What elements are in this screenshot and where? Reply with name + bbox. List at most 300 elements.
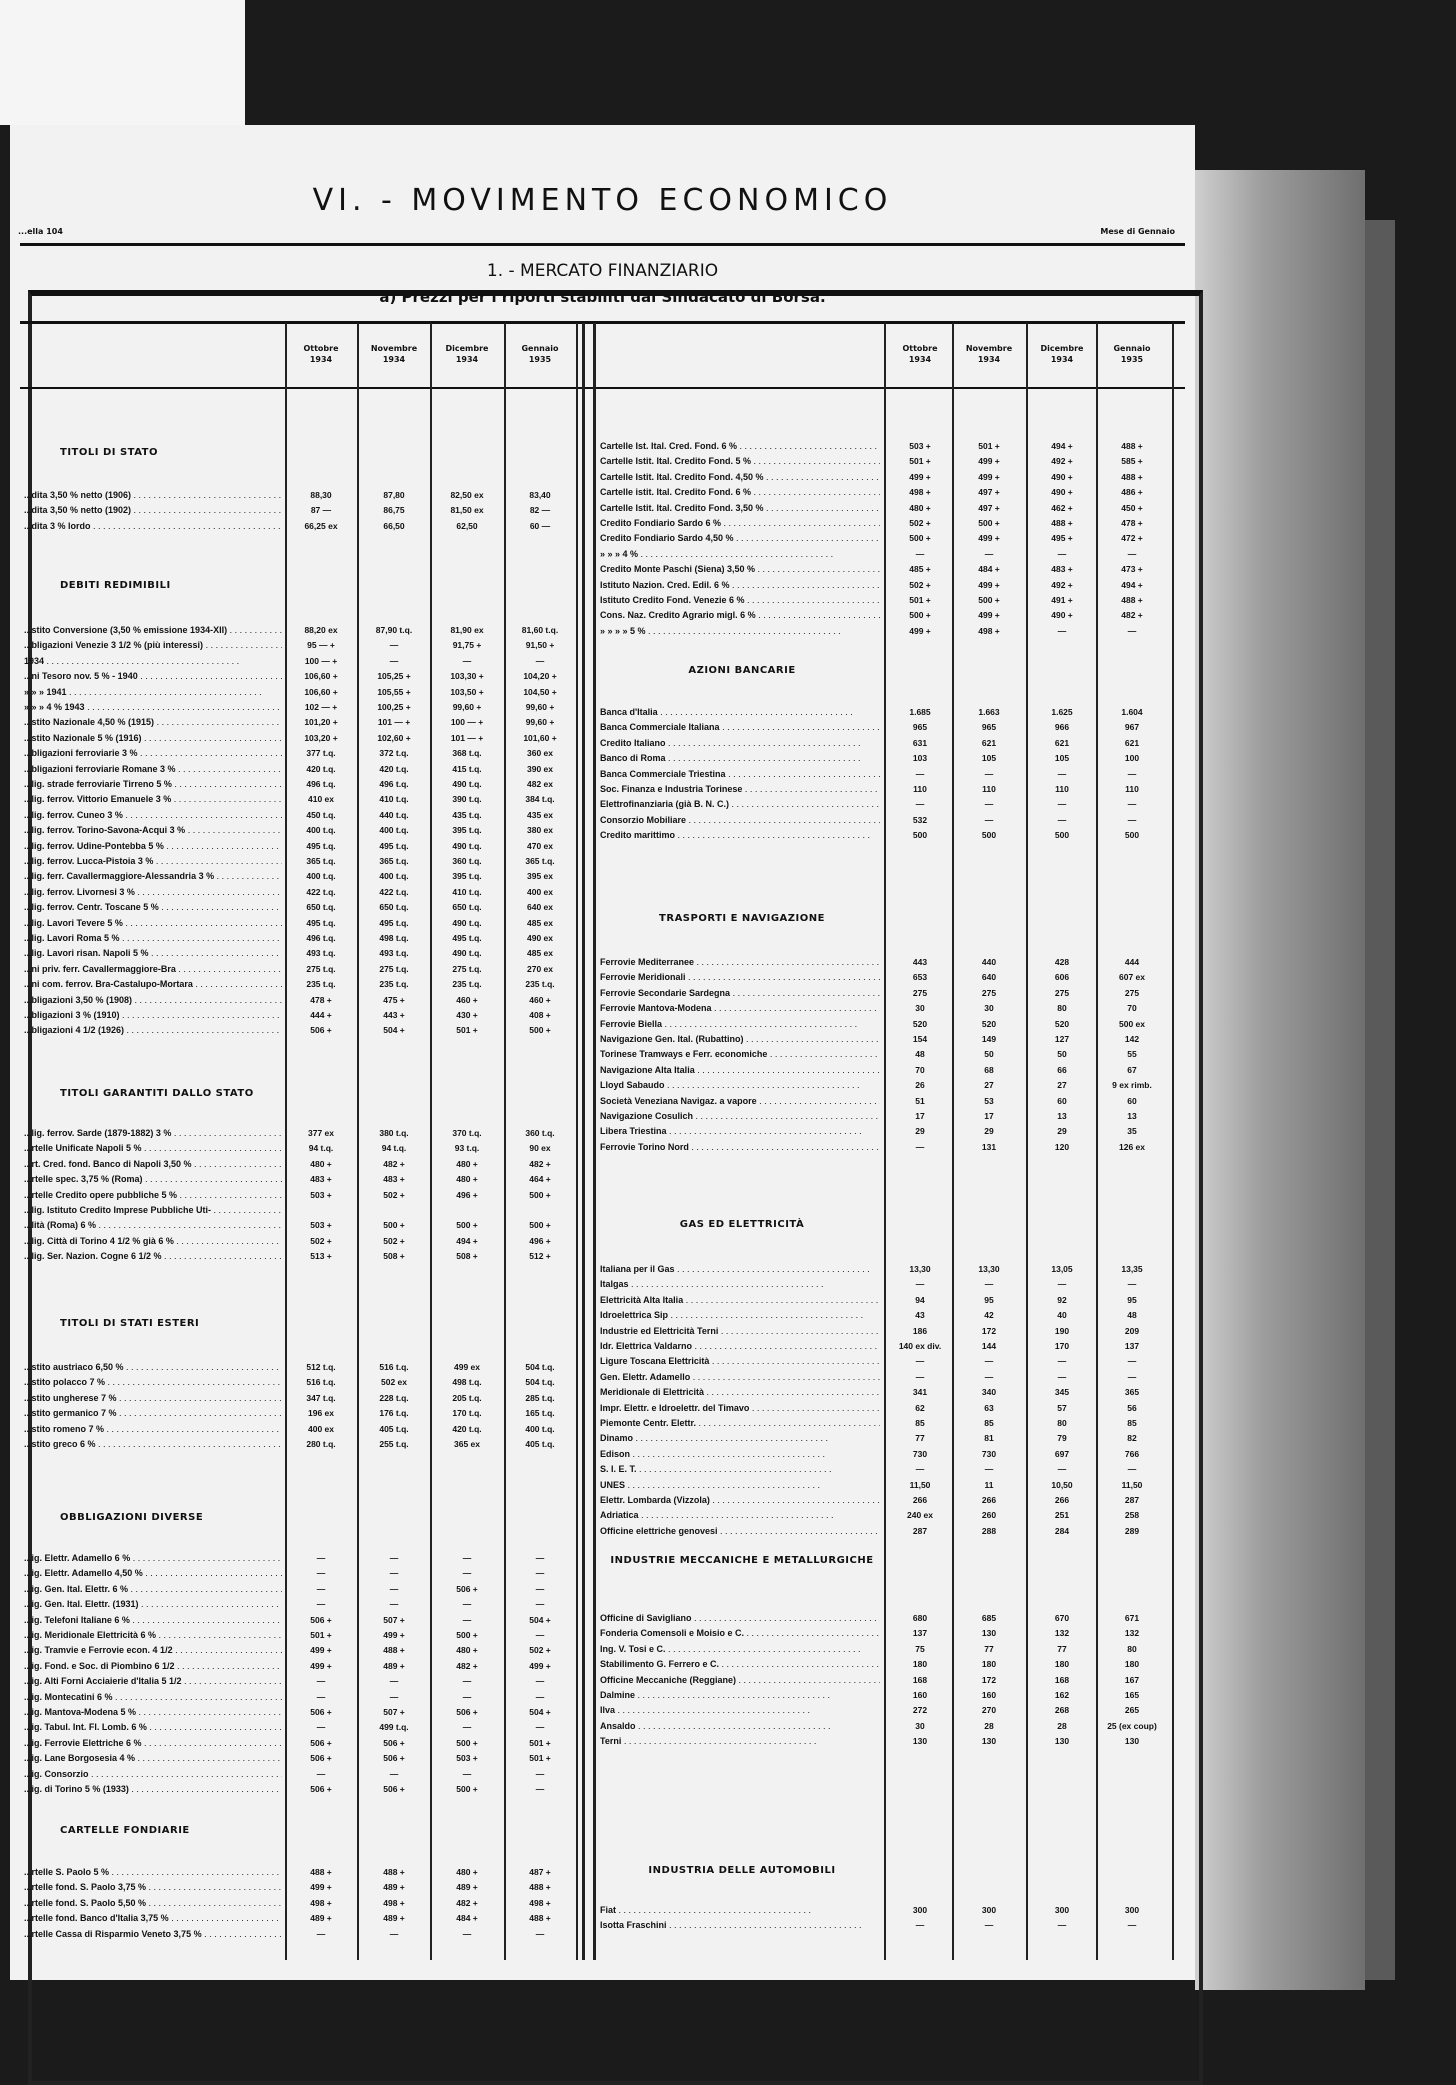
price-cell: 101 — + [450, 732, 484, 743]
price-cell: 483 + [1051, 564, 1073, 575]
table-row [10, 815, 1180, 831]
security-name: ...lig. Lavori risan. Napoli 5 % . . . [24, 948, 282, 958]
price-cell: 235 t.q. [379, 979, 409, 990]
price-cell: 499 + [310, 1882, 332, 1893]
price-cell: — [984, 548, 994, 559]
price-cell: 265 [1124, 1705, 1140, 1716]
price-cell: 25 (ex coup) [1107, 1720, 1157, 1731]
table-row [10, 1126, 1180, 1142]
price-cell: 496 + [456, 1189, 478, 1200]
price-cell: 103,50 + [450, 686, 484, 697]
price-cell: 235 t.q. [452, 979, 482, 990]
price-cell: 499 t.q. [379, 1722, 409, 1733]
price-cell: 488 + [310, 1867, 332, 1877]
security-name: Libera Triestina . . . [600, 1126, 880, 1136]
price-cell: 287 [912, 1525, 928, 1536]
price-cell: — [1057, 548, 1067, 559]
price-cell: — [316, 1928, 326, 1939]
price-cell: — [1127, 799, 1137, 810]
price-cell: 365 t.q. [379, 856, 409, 866]
price-cell: 490 ex [527, 933, 553, 943]
table-row [10, 902, 1180, 918]
price-cell: 621 [981, 737, 997, 748]
price-cell: 95 [1127, 1294, 1137, 1305]
security-name: Cartelle istit. Ital. Credito Fond. 6 % . . . [600, 487, 880, 497]
price-cell: — [316, 1768, 326, 1779]
table-row [10, 1264, 1180, 1280]
table-row [10, 933, 1180, 949]
price-cell: 520 [1054, 1018, 1070, 1029]
price-cell: 365 [1124, 1387, 1140, 1398]
price-cell: 75 [915, 1643, 925, 1654]
table-row [10, 1753, 1180, 1769]
price-cell: 130 [1124, 1736, 1140, 1747]
price-cell: 482 + [456, 1897, 478, 1908]
price-cell: 180 [981, 1659, 997, 1670]
price-cell: 288 [981, 1525, 997, 1536]
table-row [10, 518, 1180, 534]
price-cell: 495 + [1051, 533, 1073, 544]
price-cell: 480 + [456, 1867, 478, 1877]
table-row [10, 1080, 1180, 1096]
price-cell: 500 + [978, 518, 1000, 528]
price-cell: 640 [981, 972, 997, 983]
price-cell: 503 + [310, 1220, 332, 1231]
security-name: Cartelle Istit. Ital. Credito Fond. 4,50 % . . . [600, 472, 880, 482]
price-cell: 132 [1054, 1628, 1070, 1639]
security-name: ...lig. ferrov. Vittorio Emanuele 3 % . . . [24, 794, 282, 804]
price-cell: — [1057, 799, 1067, 810]
price-cell: — [316, 1691, 326, 1702]
price-cell: 110 [913, 784, 927, 794]
security-name: ...bligazioni ferroviarie 3 % . . . [24, 748, 282, 758]
price-cell: 502 ex [381, 1377, 407, 1388]
price-cell: — [1127, 1356, 1137, 1367]
security-name: ...bligazioni ferroviarie Romane 3 % . . . [24, 764, 282, 774]
price-cell: 70 [915, 1064, 925, 1075]
table-row [10, 1644, 1180, 1660]
security-name: Meridionale di Elettricità . . . [600, 1387, 880, 1397]
price-cell: 266 [981, 1495, 997, 1505]
security-name: Gen. Elettr. Adamello . . . [600, 1372, 880, 1382]
security-name: ...lig. ferr. Cavallermaggiore-Alessandria 3 % . . . [24, 871, 282, 881]
price-cell: 420 t.q. [379, 763, 409, 774]
price-cell: 482 + [456, 1660, 478, 1671]
price-cell: 488 + [383, 1867, 405, 1877]
table-row [10, 1174, 1180, 1190]
price-cell: 498 + [310, 1897, 332, 1908]
security-name: ...rtelle fond. S. Paolo 3,75 % . . . [24, 1882, 282, 1892]
price-cell: 488 + [1121, 441, 1143, 451]
price-cell: 81,90 ex [450, 625, 484, 635]
table-row [10, 722, 1180, 738]
price-cell: 422 t.q. [306, 886, 336, 897]
price-cell: 395 ex [527, 871, 553, 882]
security-name: Elettr. Lombarda (Vizzola) . . . [600, 1495, 880, 1505]
price-cell: 486 + [1121, 487, 1143, 498]
price-cell: — [316, 1599, 326, 1610]
price-cell: 502 + [310, 1235, 332, 1246]
price-cell: 10,50 [1051, 1479, 1073, 1490]
price-cell: 492 + [1051, 579, 1073, 590]
scan-margin-white [0, 0, 245, 125]
price-cell: 130 [1054, 1736, 1070, 1747]
security-name: Officine elettriche genovesi . . . [600, 1526, 880, 1536]
price-cell: 82,50 ex [450, 490, 484, 500]
security-name: Italgas . . . [600, 1279, 880, 1289]
price-cell: 275 t.q. [452, 963, 482, 974]
table-row [10, 1310, 1180, 1326]
price-cell: 11 [984, 1479, 994, 1490]
security-name: Navigazione Cosulich . . . [600, 1111, 880, 1121]
column-year: 1934 [309, 355, 333, 364]
table-row [10, 1920, 1180, 1936]
security-name: Navigazione Alta Italia . . . [600, 1065, 880, 1075]
price-cell: 43 [915, 1310, 925, 1321]
price-cell: 13,30 [978, 1264, 1000, 1274]
price-cell: 512 + [529, 1251, 551, 1262]
price-cell: — [915, 1141, 925, 1152]
price-cell: 99,60 + [452, 702, 482, 712]
price-cell: 499 + [978, 579, 1000, 590]
price-cell: 497 + [978, 487, 1000, 498]
price-cell: 410 ex [308, 794, 334, 805]
price-cell: 507 + [383, 1614, 405, 1625]
price-cell: 400 t.q. [525, 1423, 555, 1434]
price-cell: 428 [1054, 957, 1070, 967]
security-name: ...stito ungherese 7 % . . . [24, 1393, 282, 1403]
table-row [10, 1065, 1180, 1081]
price-cell: 255 t.q. [379, 1439, 409, 1449]
price-cell: 631 [912, 737, 928, 748]
price-cell: 48 [1127, 1310, 1137, 1321]
table-row [10, 1784, 1180, 1800]
price-cell: 499 + [909, 471, 931, 482]
price-cell: 106,60 + [304, 686, 338, 697]
price-cell: 507 + [383, 1707, 405, 1717]
price-cell: 80 [1057, 1003, 1067, 1014]
security-name: ...rtelle S. Paolo 5 % . . . [24, 1867, 282, 1877]
price-cell: 235 t.q. [306, 979, 336, 990]
price-cell: 395 t.q. [452, 871, 482, 882]
price-cell: 340 [981, 1387, 997, 1398]
price-cell: — [915, 548, 925, 559]
column-year: 1934 [977, 355, 1001, 364]
price-cell: 400 t.q. [379, 871, 409, 882]
security-name: 1934 . . . [24, 656, 282, 666]
price-cell: 137 [912, 1628, 928, 1639]
security-name: UNES . . . [600, 1480, 880, 1490]
subtitle-prices: a) Prezzi per i riporti stabiliti dal Sindacato di Borsa. [379, 288, 826, 306]
price-cell: 499 + [978, 610, 1000, 621]
table-row [10, 988, 1180, 1004]
column-month: Novembre [370, 344, 418, 353]
table-row [10, 472, 1180, 488]
price-cell: — [984, 814, 994, 825]
security-name: ...ig. Meridionale Elettricità 6 % . . . [24, 1630, 282, 1640]
price-cell: 240 ex [907, 1510, 933, 1521]
price-cell: 105,25 + [377, 671, 411, 682]
price-cell: — [462, 1691, 472, 1702]
security-name: Fiat . . . [600, 1905, 880, 1915]
price-cell: — [535, 1599, 545, 1610]
table-row [10, 1356, 1180, 1372]
price-cell: 154 [912, 1034, 928, 1044]
price-cell: 482 + [1121, 610, 1143, 621]
price-cell: 501 + [310, 1630, 332, 1640]
price-cell: — [915, 1920, 925, 1931]
price-cell: 101,20 + [304, 717, 338, 728]
security-name: ...bligazioni 3,50 % (1908) . . . [24, 995, 282, 1005]
price-cell: 258 [1124, 1510, 1140, 1521]
price-cell: 585 + [1121, 456, 1143, 467]
price-cell: 260 [981, 1510, 997, 1521]
price-cell: 730 [981, 1448, 997, 1459]
price-cell: 270 [981, 1705, 997, 1716]
price-cell: 420 t.q. [306, 763, 336, 774]
price-cell: — [984, 1464, 994, 1475]
price-cell: 100 — + [450, 717, 484, 728]
table-row [10, 1690, 1180, 1706]
column-year: 1934 [908, 355, 932, 364]
price-cell: 91,50 + [525, 640, 555, 651]
price-cell: 53 [984, 1095, 994, 1106]
price-cell: 88,30 [310, 490, 332, 500]
section-title: VI. - MOVIMENTO ECONOMICO [312, 183, 893, 218]
price-cell: 170 t.q. [452, 1408, 482, 1419]
price-cell: 91,75 + [452, 640, 482, 651]
price-cell: — [462, 1614, 472, 1625]
price-cell: 29 [1057, 1126, 1067, 1137]
price-cell: 289 [1124, 1525, 1140, 1536]
security-name: ...lig. Ser. Nazion. Cogne 6 1/2 % . . . [24, 1251, 282, 1261]
price-cell: 495 t.q. [452, 933, 482, 943]
security-name: Credito Fondiario Sardo 6 % . . . [600, 518, 880, 528]
security-name: Istituto Nazion. Cred. Edil. 6 % . . . [600, 580, 880, 590]
security-name: ...lig. ferrov. Udine-Pontebba 5 % . . . [24, 841, 282, 851]
price-cell: 55 [1127, 1049, 1137, 1060]
security-name: ...rt. Cred. fond. Banco di Napoli 3,50 % . . . [24, 1159, 282, 1169]
price-cell: 484 + [456, 1913, 478, 1924]
price-cell: 82 [1127, 1433, 1137, 1444]
price-cell: — [1127, 548, 1137, 559]
price-cell: 500 + [909, 533, 931, 544]
price-cell: 670 [1054, 1613, 1070, 1623]
table-row [10, 580, 1180, 596]
subtitle-market: 1. - MERCATO FINANZIARIO [486, 261, 719, 281]
security-name: ...stito polacco 7 % . . . [24, 1377, 282, 1387]
security-name: Consorzio Mobiliare . . . [600, 815, 880, 825]
table-row [10, 1464, 1180, 1480]
price-cell: — [915, 1464, 925, 1475]
price-cell: 472 + [1121, 533, 1143, 544]
price-cell: 300 [1054, 1905, 1070, 1915]
price-cell: 499 + [909, 625, 931, 636]
price-cell: 488 + [1121, 595, 1143, 605]
security-name: Torinese Tramways e Ferr. economiche . . . [600, 1049, 880, 1059]
price-cell: 160 [981, 1690, 997, 1700]
table-row [10, 1480, 1180, 1496]
price-cell: 80 [1057, 1418, 1067, 1428]
security-name: Cartelle Istit. Ital. Credito Fond. 3,50 % . . . [600, 503, 880, 513]
table-row [10, 753, 1180, 769]
price-cell: 284 [1054, 1525, 1070, 1536]
price-cell: 500 + [529, 1189, 551, 1200]
price-cell: 503 + [456, 1753, 478, 1764]
price-cell: 68 [984, 1064, 994, 1075]
price-cell: 493 t.q. [379, 948, 409, 959]
column-header [433, 343, 501, 365]
security-name: S. I. E. T. . . . [600, 1464, 880, 1474]
price-cell: 500 + [978, 595, 1000, 605]
price-cell: 495 t.q. [379, 917, 409, 928]
scan-shadow-right [1195, 170, 1365, 1990]
table-row [10, 1659, 1180, 1675]
price-cell: 496 + [529, 1235, 551, 1246]
price-cell: 488 + [1121, 471, 1143, 482]
price-cell: 400 t.q. [379, 825, 409, 836]
price-cell: 506 + [456, 1583, 478, 1594]
price-cell: 270 ex [527, 963, 553, 974]
table-number: ...ella 104 [18, 227, 63, 236]
price-cell: 501 + [909, 456, 931, 467]
table-row [10, 856, 1180, 872]
group-heading: AZIONI BANCARIE [688, 665, 796, 676]
price-cell: 685 [981, 1613, 997, 1623]
price-cell: 26 [915, 1080, 925, 1091]
price-cell: 180 [912, 1659, 928, 1670]
table-row [10, 1220, 1180, 1236]
price-cell: 500 + [456, 1630, 478, 1640]
price-cell: 500 + [529, 1025, 551, 1036]
group-heading: INDUSTRIA DELLE AUTOMOBILI [648, 1865, 836, 1876]
price-cell: 360 ex [527, 748, 553, 759]
security-name: Edison . . . [600, 1449, 880, 1459]
security-name: ...lig. ferrov. Torino-Savona-Acqui 3 % . . . [24, 825, 282, 835]
price-cell: — [1057, 768, 1067, 779]
price-cell: 131 [981, 1141, 997, 1152]
price-cell: 300 [981, 1905, 997, 1915]
price-cell: 29 [915, 1126, 925, 1137]
price-cell: 440 t.q. [379, 809, 409, 820]
price-cell: — [389, 1676, 399, 1687]
security-name: Dalmine . . . [600, 1690, 880, 1700]
price-cell: — [462, 1676, 472, 1687]
price-cell: 516 t.q. [379, 1362, 409, 1372]
price-cell: 57 [1057, 1402, 1067, 1413]
price-cell: 440 [981, 957, 997, 967]
price-cell: 60 [1127, 1095, 1137, 1106]
price-cell: 491 + [1051, 595, 1073, 605]
price-cell: 209 [1124, 1325, 1140, 1336]
table-row [10, 1096, 1180, 1112]
price-cell: — [316, 1553, 326, 1563]
security-name: Idroelettrica Sip . . . [600, 1310, 880, 1320]
table-row [10, 1295, 1180, 1311]
table-row [10, 1510, 1180, 1526]
price-cell: 498 + [383, 1897, 405, 1908]
price-cell: 499 + [978, 456, 1000, 467]
security-name: Ligure Toscana Elettricità . . . [600, 1356, 880, 1366]
security-name: Idr. Elettrica Valdarno . . . [600, 1341, 880, 1351]
security-name: Stabilimento G. Ferrero e C. . . . [600, 1659, 880, 1669]
price-cell: 496 t.q. [306, 933, 336, 943]
security-name: ...ig. Gen. Ital. Elettr. (1931) . . . [24, 1599, 282, 1609]
price-cell: 56 [1127, 1402, 1137, 1413]
price-cell: 377 ex [308, 1128, 334, 1138]
security-name: ...ig. Alti Forni Acciaierie d'Italia 5 1/2 . . . [24, 1676, 282, 1686]
price-cell: 372 t.q. [379, 748, 409, 759]
security-name: Ferrovie Secondarie Sardegna . . . [600, 988, 880, 998]
price-cell: 730 [912, 1448, 928, 1459]
price-cell: — [316, 1676, 326, 1687]
price-cell: 85 [915, 1418, 925, 1428]
price-cell: 365 t.q. [306, 856, 336, 866]
price-cell: — [984, 799, 994, 810]
security-name: Cartelle Istit. Ital. Credito Fond. 5 % . . . [600, 456, 880, 466]
table-row [10, 1418, 1180, 1434]
price-cell: 275 [981, 987, 997, 998]
security-name: Credito Fondiario Sardo 4,50 % . . . [600, 533, 880, 543]
price-cell: 492 + [1051, 456, 1073, 467]
price-cell: 170 [1054, 1341, 1070, 1351]
price-cell: 506 + [310, 1614, 332, 1625]
price-cell: 506 + [310, 1737, 332, 1748]
price-cell: 105 [981, 753, 997, 764]
price-cell: — [984, 1279, 994, 1290]
security-name: Credito Monte Paschi (Siena) 3,50 % . . . [600, 564, 880, 574]
price-cell: 650 t.q. [452, 902, 482, 913]
price-cell: — [915, 1279, 925, 1290]
security-name: Elettricità Alta Italia . . . [600, 1295, 880, 1305]
price-cell: 205 t.q. [452, 1392, 482, 1403]
price-cell: 140 ex div. [898, 1341, 942, 1351]
security-name: ...rtelle fond. S. Paolo 5,50 % . . . [24, 1898, 282, 1908]
security-name: ...ig. Tramvie e Ferrovie econ. 4 1/2 . . . [24, 1645, 282, 1655]
price-cell: 365 ex [454, 1439, 480, 1449]
price-cell: 99,60 + [525, 717, 555, 728]
security-name: Ferrovie Torino Nord . . . [600, 1142, 880, 1152]
price-cell: 488 + [529, 1913, 551, 1924]
table-row [10, 549, 1180, 565]
table-row [10, 1236, 1180, 1252]
month-label: Mese di Gennaio [1100, 227, 1175, 236]
price-cell: 90 ex [529, 1143, 551, 1154]
price-cell: 490 t.q. [452, 917, 482, 928]
price-cell: 360 t.q. [525, 1128, 555, 1138]
price-cell: 81,60 t.q. [521, 625, 559, 635]
column-year: 1935 [528, 355, 552, 364]
table-row [10, 1387, 1180, 1403]
security-name: ...rtelle Cassa di Risparmio Veneto 3,75 % . . . [24, 1929, 282, 1939]
table-row [10, 1159, 1180, 1175]
security-name: » » » 1941 . . . [24, 687, 282, 697]
price-cell: 495 t.q. [306, 840, 336, 851]
price-cell: 27 [1057, 1080, 1067, 1091]
price-cell: 408 + [529, 1010, 551, 1020]
price-cell: 450 t.q. [306, 809, 336, 820]
column-month: Novembre [965, 344, 1013, 353]
price-cell: — [915, 1371, 925, 1382]
price-cell: 502 + [909, 518, 931, 528]
price-cell: 499 + [383, 1630, 405, 1640]
table-row [10, 487, 1180, 503]
table-row [10, 1553, 1180, 1569]
price-cell: — [535, 1568, 545, 1579]
price-cell: 80 [1127, 1643, 1137, 1654]
price-cell: 482 + [383, 1158, 405, 1169]
security-name: Ing. V. Tosi e C. . . . [600, 1644, 880, 1654]
